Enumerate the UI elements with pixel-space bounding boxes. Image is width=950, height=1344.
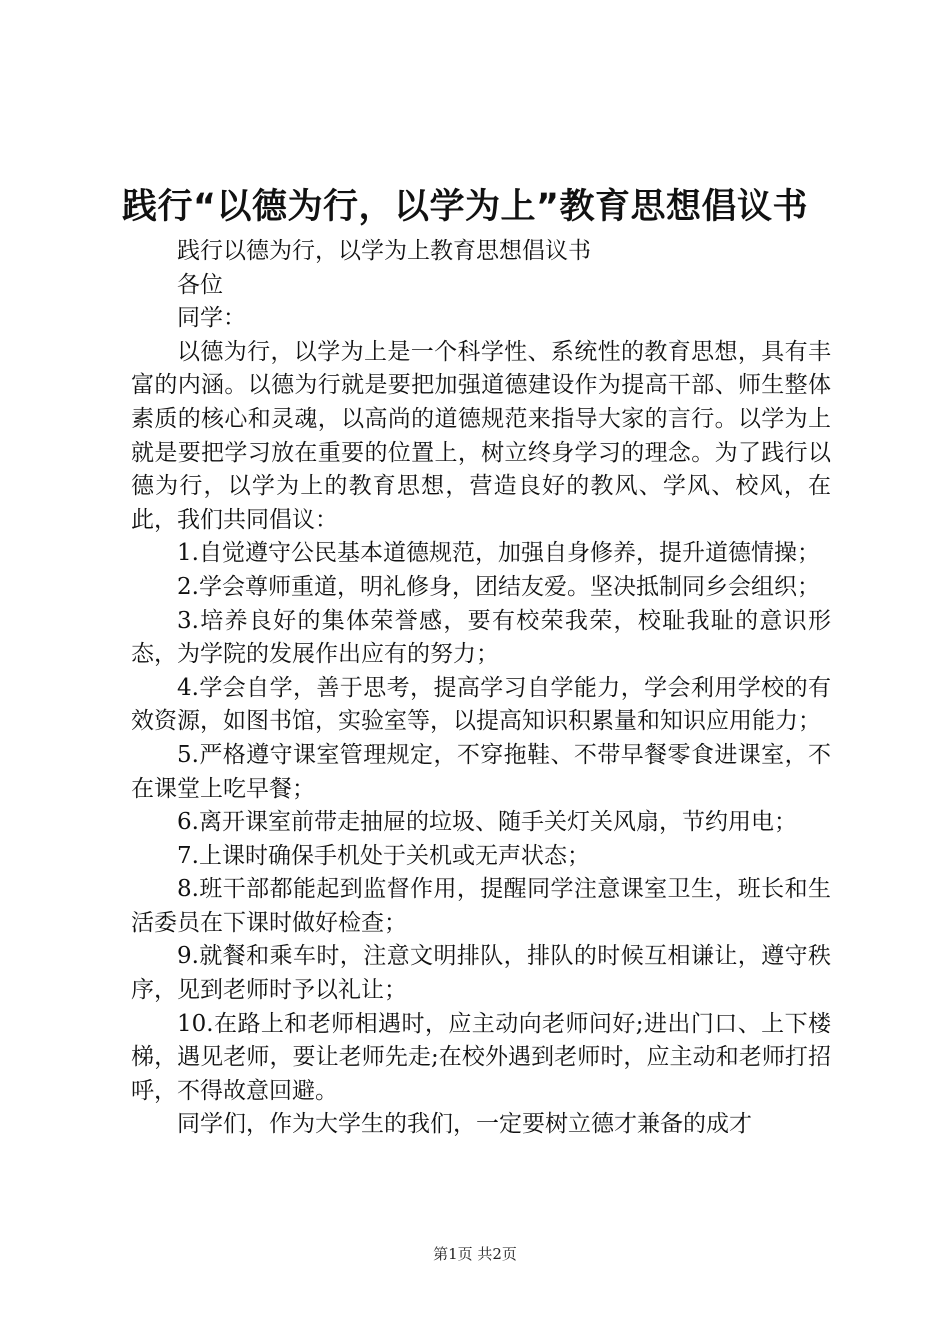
- paragraph-item-9: 9.就餐和乘车时，注意文明排队，排队的时候互相谦让，遵守秩序，见到老师时予以礼让；: [131, 943, 831, 1004]
- paragraph-item-8: 8.班干部都能起到监督作用，提醒同学注意课室卫生，班长和生活委员在下课时做好检查；: [131, 876, 831, 936]
- paragraph-item-4: 4.学会自学，善于思考，提高学习自学能力，学会利用学校的有效资源，如图书馆，实验室等，以提高知识积累量和知识应用能力；: [131, 674, 831, 735]
- paragraph-item-10: 10.在路上和老师相遇时，应主动向老师问好;进出门口、上下楼梯，遇见老师，要让老师先走;在校外遇到老师时，应主动和老师打招呼，不得故意回避。: [131, 1010, 831, 1104]
- paragraph-salutation-1: 各位: [177, 271, 223, 298]
- page-indicator: 第1页 共2页: [433, 1245, 517, 1263]
- paragraph-item-1: 1.自觉遵守公民基本道德规范，加强自身修养，提升道德情操；: [177, 540, 820, 567]
- page-footer: [0, 1244, 950, 1264]
- paragraph-closing: 同学们，作为大学生的我们，一定要树立德才兼备的成才: [177, 1111, 752, 1138]
- paragraph-item-5: 5.严格遵守课室管理规定，不穿拖鞋、不带早餐零食进课室，不在课堂上吃早餐；: [131, 741, 831, 802]
- paragraph-item-6: 6.离开课室前带走抽屉的垃圾、随手关灯关风扇，节约用电；: [177, 809, 797, 836]
- paragraph-intro: 以德为行，以学为上是一个科学性、系统性的教育思想，具有丰富的内涵。以德为行就是要把加强道德建设作为提高干部、师生整体素质的核心和灵魂，以高尚的道德规范来指导大家的言行。以学为上就是要把学习放在重要的位置上，树立终身学习的理念。为了践行以德为行，以学为上的教育思想，营造良好的教风、学风、校风，在此，我们共同倡议：: [131, 338, 831, 533]
- paragraph-item-2: 2.学会尊师重道，明礼修身，团结友爱。坚决抵制同乡会组织；: [177, 573, 820, 600]
- paragraph-subtitle: 践行以德为行，以学为上教育思想倡议书: [177, 238, 591, 264]
- paragraph-salutation-2: 同学：: [177, 305, 246, 332]
- paragraph-item-3: 3.培养良好的集体荣誉感，要有校荣我荣，校耻我耻的意识形态，为学院的发展作出应有的努力；: [131, 607, 831, 668]
- document-title: 践行“以德为行，以学为上”教育思想倡议书: [122, 187, 809, 227]
- paragraph-item-7: 7.上课时确保手机处于关机或无声状态；: [177, 842, 590, 869]
- document-body: [131, 235, 831, 1142]
